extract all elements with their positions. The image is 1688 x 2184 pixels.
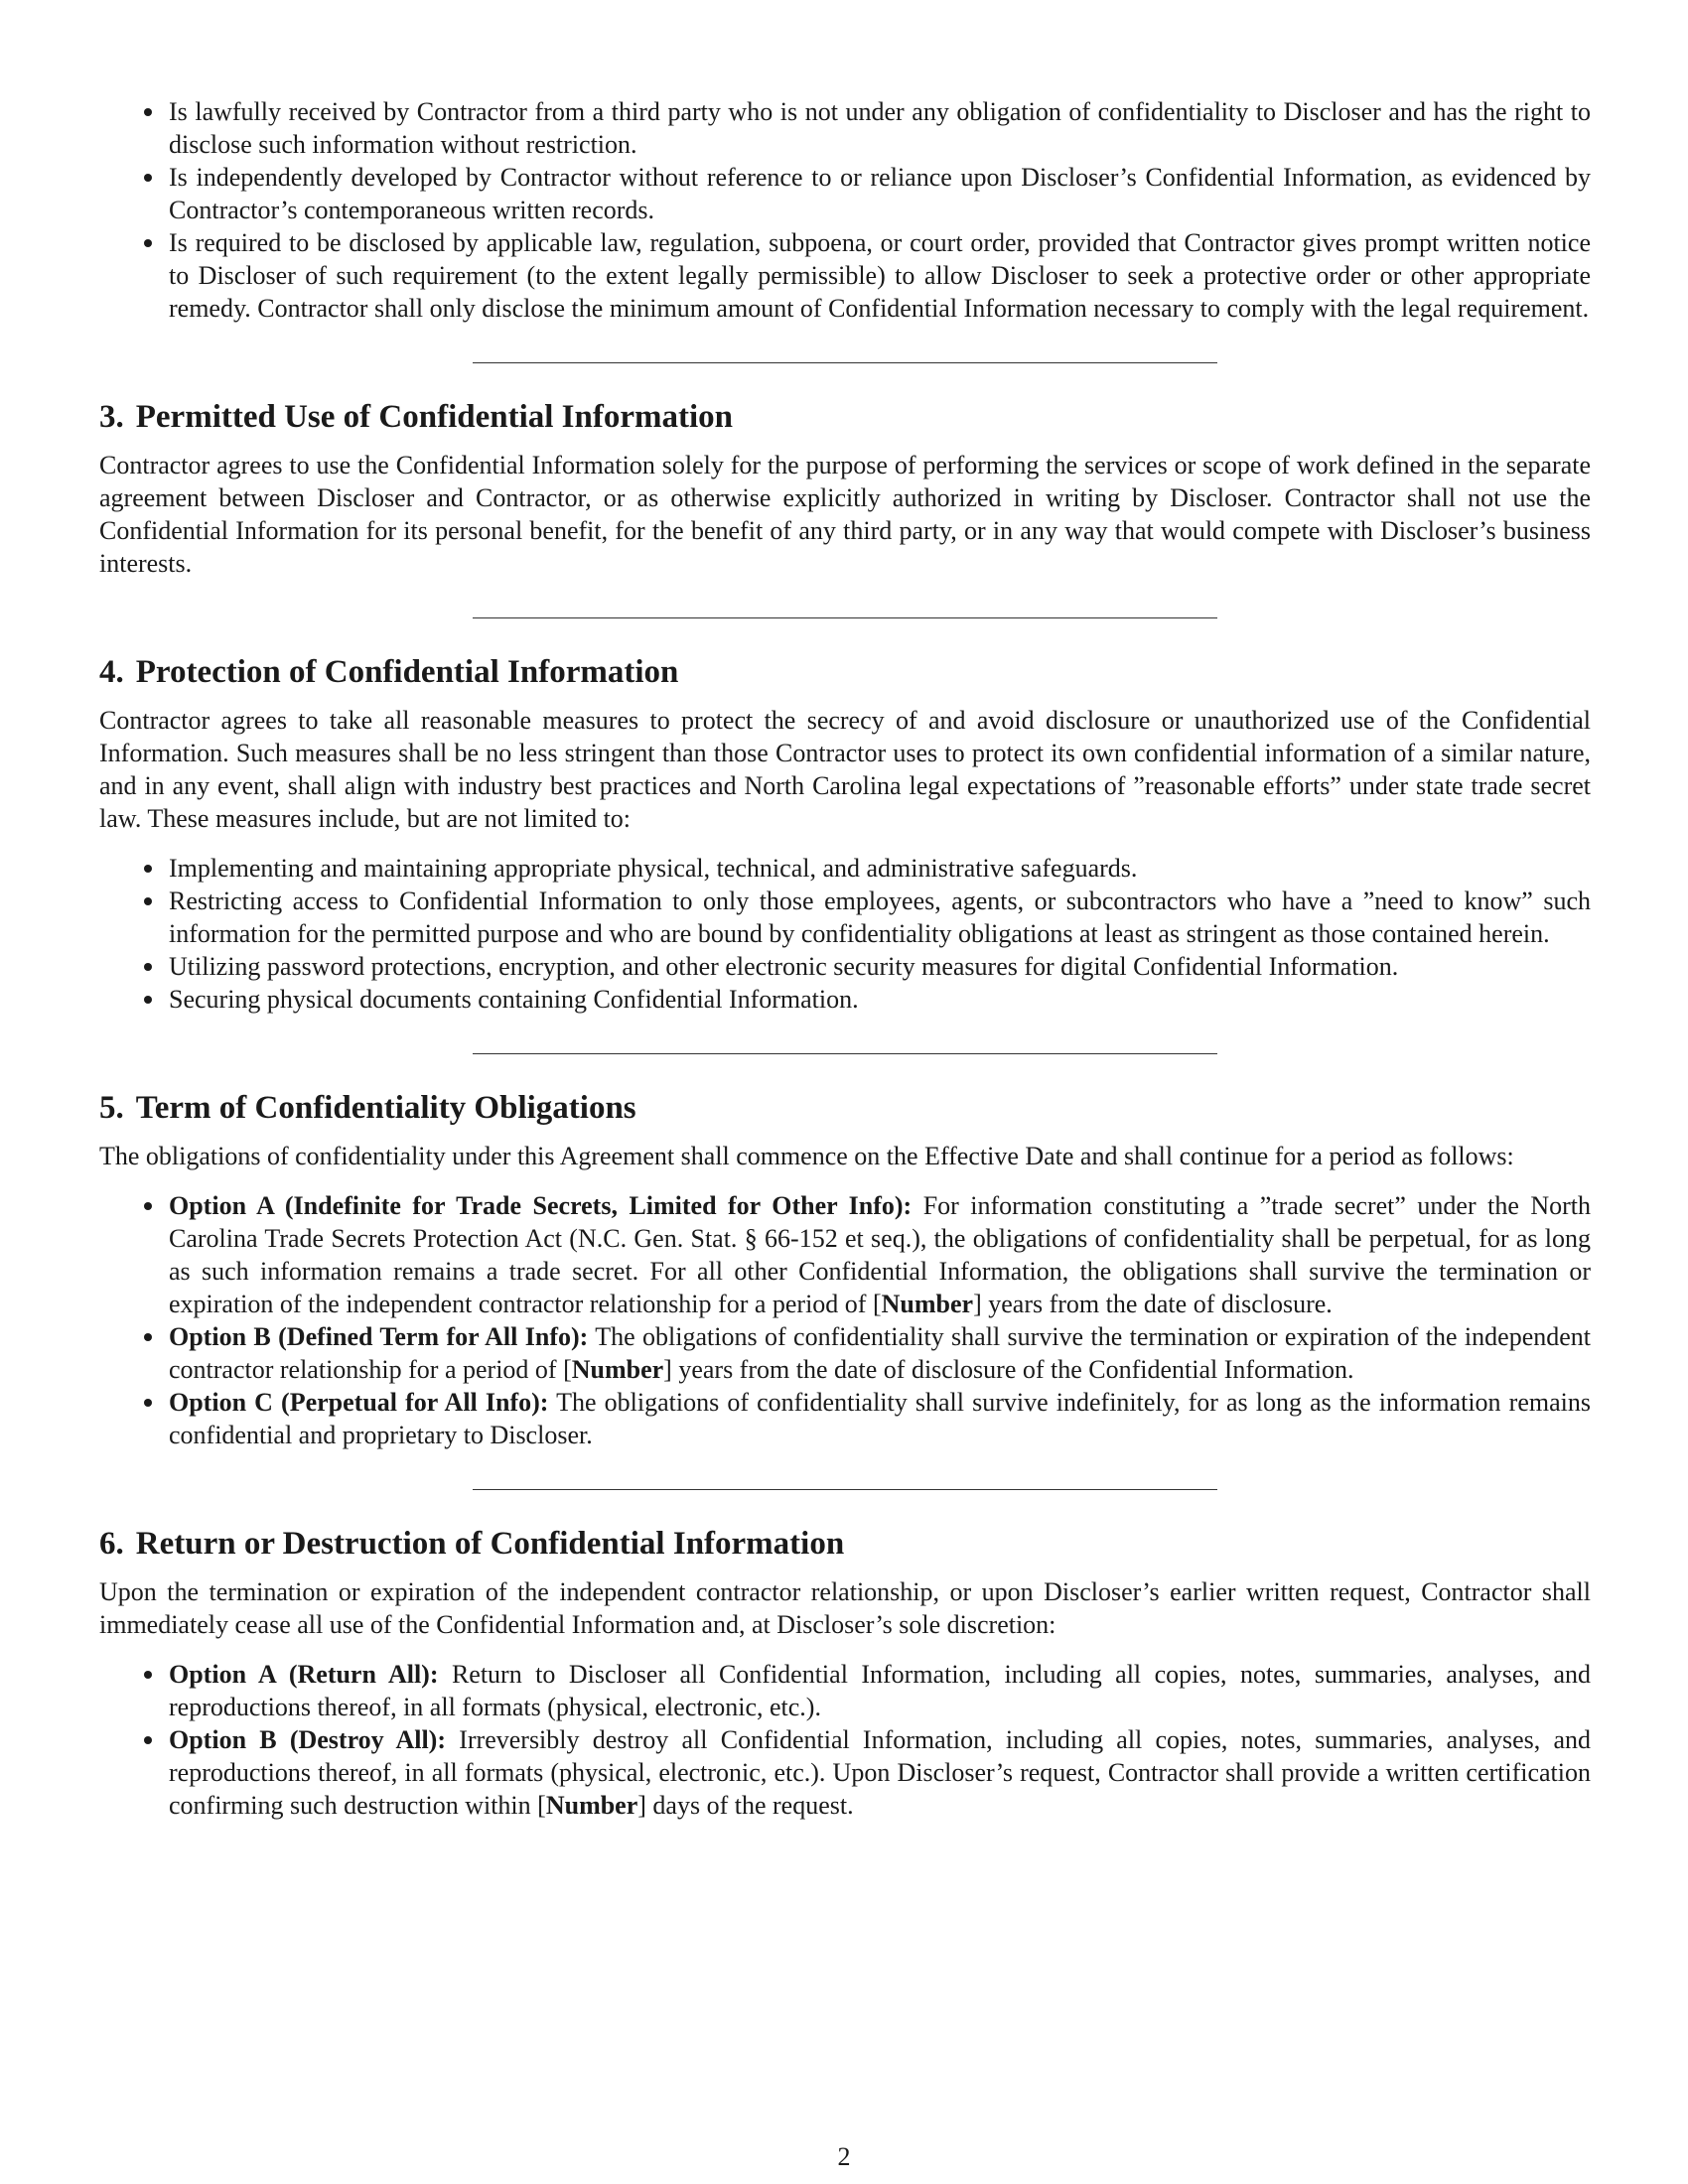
option-text: For information constituting a ”trade secret” under the North Carolina Trade Secrets Protection Act (N.C. Gen. Stat. § 66-152 et seq.), the obligations of confidentiality shall be perpetual, for as long as such information remains a trade secret. For all other Confidential Information, the obligations shall survive the termination or expiration of the independent contractor relationship for a period of [ [169,1191,1591,1318]
section-divider [473,1053,1217,1054]
protection-measures-list [99,852,1591,1016]
option-text: ] days of the request. [637,1791,854,1820]
section-6-title: Return or Destruction of Confidential Information [135,1526,845,1562]
option-text: Return to Discloser all Confidential Information, including all copies, notes, summaries, analyses, and reproductions thereof, in all formats (physical, electronic, etc.). [169,1660,1591,1721]
page-number: 2 [837,2142,851,2171]
list-item [169,1189,1591,1320]
option-text: ] years from the date of disclosure. [973,1290,1333,1318]
section-4-body: Contractor agrees to take all reasonable measures to protect the secrecy of and avoid disclosure or unauthorized use of the Confidential Information. Such measures shall be no less stringent than those Contractor uses to protect its own confidential information of a similar nature, and in any event, shall align with industry best practices and North Carolina legal expectations of ”reasonable efforts” under state trade secret law. These measures include, but are not limited to: [99,706,1591,833]
list-item: Implementing and maintaining appropriate physical, technical, and administrative safeguards. [169,852,1591,885]
option-text: ] years from the date of disclosure of the Confidential Information. [663,1355,1354,1384]
option-text: The obligations of confidentiality shall survive indefinitely, for as long as the information remains confidential and proprietary to Discloser. [169,1388,1591,1449]
section-4-title: Protection of Confidential Information [135,654,679,690]
section-3-number: 3. [99,399,124,435]
section-5-body: The obligations of confidentiality under this Agreement shall commence on the Effective Date and shall continue for a period as follows: [99,1142,1514,1170]
option-label: Option C (Perpetual for All Info): [169,1388,549,1417]
section-4-number: 4. [99,654,124,690]
list-item: Utilizing password protections, encryption, and other electronic security measures for digital Confidential Information. [169,950,1591,983]
section-5-number: 5. [99,1090,124,1126]
option-label: Option B (Destroy All): [169,1725,446,1754]
list-item [169,1723,1591,1822]
document-page [99,95,1591,1822]
section-6-number: 6. [99,1526,124,1562]
section-4-heading [99,652,1591,692]
number-placeholder: Number [571,1355,664,1384]
list-item: Securing physical documents containing Confidential Information. [169,983,1591,1016]
list-item: Is required to be disclosed by applicable law, regulation, subpoena, or court order, provided that Contractor gives prompt written notice to Discloser of such requirement (to the extent legally permissible) to allow Discloser to seek a protective order or other appropriate remedy. Contractor shall only disclose the minimum amount of Confidential Information necessary to comply with the legal requirement. [169,228,1591,323]
option-label: Option A (Return All): [169,1660,439,1689]
option-text: The obligations of confidentiality shall survive the termination or expiration of the independent contractor relationship for a period of [ [169,1322,1592,1384]
return-options-list [99,1658,1591,1822]
section-divider [473,1489,1217,1490]
section-3-title: Permitted Use of Confidential Information [135,399,734,435]
continued-exclusions-list [99,95,1591,325]
number-placeholder: Number [545,1791,638,1820]
list-item: Is lawfully received by Contractor from a third party who is not under any obligation of confidentiality to Discloser and has the right to disclose such information without restriction. [169,97,1591,159]
section-divider [473,362,1217,363]
term-options-list [99,1189,1591,1451]
section-5-title: Term of Confidentiality Obligations [135,1090,636,1126]
option-label: Option A (Indefinite for Trade Secrets, Limited for Other Info): [169,1191,913,1220]
option-label: Option B (Defined Term for All Info): [169,1322,589,1351]
section-divider [473,617,1217,618]
section-5-heading [99,1088,1591,1128]
section-6-body: Upon the termination or expiration of the independent contractor relationship, or upon Discloser’s earlier written request, Contractor shall immediately cease all use of the Confidential Information and, at Discloser’s sole discretion: [99,1577,1591,1639]
number-placeholder: Number [881,1290,974,1318]
list-item [169,1386,1591,1451]
section-3-heading [99,397,1591,437]
list-item [169,1658,1591,1723]
section-3-body: Contractor agrees to use the Confidential Information solely for the purpose of performing the services or scope of work defined in the separate agreement between Discloser and Contractor, or as otherwise explicitly authorized in writing by Discloser. Contractor shall not use the Confidential Information for its personal benefit, for the benefit of any third party, or in any way that would compete with Discloser’s business interests. [99,451,1591,578]
list-item: Restricting access to Confidential Information to only those employees, agents, or subcontractors who have a ”need to know” such information for the permitted purpose and who are bound by confidentiality obligations at least as stringent as those contained herein. [169,887,1591,948]
section-6-heading [99,1524,1591,1564]
option-text: Irreversibly destroy all Confidential Information, including all copies, notes, summaries, analyses, and reproductions thereof, in all formats (physical, electronic, etc.). Upon Discloser’s request, Contractor shall provide a written certification confirming such destruction within [ [169,1725,1592,1820]
list-item [169,1320,1591,1386]
list-item: Is independently developed by Contractor without reference to or reliance upon Discloser’s Confidential Information, as evidenced by Contractor’s contemporaneous written records. [169,163,1591,224]
